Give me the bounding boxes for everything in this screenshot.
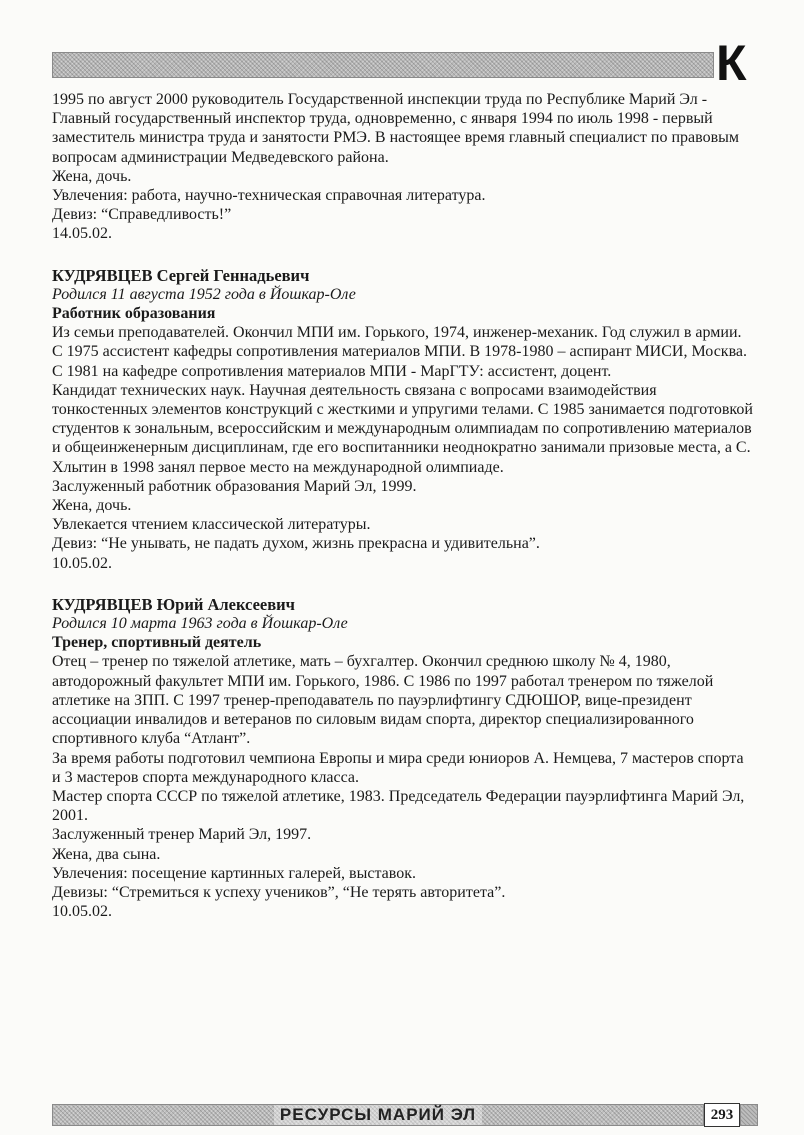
page-content — [52, 90, 756, 921]
entry-paragraph: Из семьи преподавателей. Окончил МПИ им. Горького, 1974, инженер-механик. Год служил в армии. С 1975 ассистент кафедры сопротивления материалов МПИ. В 1978-1980 – аспирант МИСИ, Москва. С 1981 на кафедре сопротивления материалов МПИ - МарГТУ: ассистент, доцент. — [52, 324, 748, 380]
intro-family: Жена, дочь. — [52, 167, 132, 185]
entry-name: КУДРЯВЦЕВ Юрий Алексеевич — [52, 594, 295, 614]
entry-kudryavtsev-sergey — [52, 266, 756, 573]
entry-birth: Родился 10 марта 1963 года в Йошкар-Оле — [52, 615, 348, 633]
entry-kudryavtsev-yuriy — [52, 595, 756, 921]
entry-paragraph: Отец – тренер по тяжелой атлетике, мать – бухгалтер. Окончил среднюю школу № 4, 1980, автодорожный факультет МПИ им. Горького, 1986. С 1986 по 1997 работал тренером по тяжелой атлетике на ЗПП. С 1997 тренер-преподаватель по пауэрлифтингу СДЮШОР, вице-президент ассоциации инвалидов и ветеранов по силовым видам спорта, директор специализированного спортивного клуба “Атлант”. — [52, 653, 714, 748]
entry-name: КУДРЯВЦЕВ Сергей Геннадьевич — [52, 265, 310, 285]
entry-paragraph: Увлекается чтением классической литературы. — [52, 516, 371, 534]
page-number: 293 — [704, 1103, 740, 1127]
entry-paragraph: За время работы подготовил чемпиона Европы и мира среди юниоров А. Немцева, 7 мастеров спорта и 3 мастеров спорта международного класса. — [52, 749, 744, 786]
section-letter: К — [716, 35, 747, 91]
intro-paragraph: 1995 по август 2000 руководитель Государственной инспекции труда по Республике Марий Эл - Главный государственный инспектор труда, одновременно, с января 1994 по июль 1998 - первый заместитель министра труда и занятости РМЭ. В настоящее время главный специалист по правовым вопросам администрации Медведевского района. — [52, 91, 739, 166]
footer-decorative-tail — [740, 1104, 758, 1126]
entry-role: Работник образования — [52, 305, 216, 323]
entry-paragraph: Жена, два сына. — [52, 845, 161, 863]
footer-bar — [52, 1104, 704, 1126]
entry-paragraph: Девиз: “Не унывать, не падать духом, жизнь прекрасна и удивительна”. — [52, 535, 540, 553]
intro-hobbies: Увлечения: работа, научно-техническая справочная литература. — [52, 187, 486, 205]
entry-paragraph: Заслуженный тренер Марий Эл, 1997. — [52, 826, 312, 844]
entry-paragraph: Мастер спорта СССР по тяжелой атлетике, 1983. Председатель Федерации пауэрлифтинга Марий Эл, 2001. — [52, 787, 745, 825]
footer-title: РЕСУРСЫ МАРИЙ ЭЛ — [274, 1105, 482, 1125]
entry-paragraph: Жена, дочь. — [52, 497, 132, 515]
entry-role: Тренер, спортивный деятель — [52, 634, 262, 652]
intro-motto: Девиз: “Справедливость!” — [52, 206, 232, 224]
entry-birth: Родился 11 августа 1952 года в Йошкар-Оле — [52, 285, 356, 303]
entry-paragraph: Увлечения: посещение картинных галерей, выставок. — [52, 864, 416, 882]
entry-paragraph: Заслуженный работник образования Марий Эл, 1999. — [52, 477, 417, 495]
entry-date: 10.05.02. — [52, 554, 112, 572]
entry-paragraph: Кандидат технических наук. Научная деятельность связана с вопросами взаимодействия тонкостенных элементов конструкций с жесткими и упругими телами. С 1985 занимается подготовкой студентов к зональным, всероссийским и международным олимпиадам по сопротивлению материалов и общеинженерным дисциплинам, где его воспитанники неоднократно занимали призовые места, а С. Хлытин в 1998 занял первое место на международной олимпиаде. — [52, 381, 753, 476]
intro-date: 14.05.02. — [52, 225, 112, 243]
entry-paragraph: Девизы: “Стремиться к успеху учеников”, “Не терять авторитета”. — [52, 883, 506, 901]
entry-date: 10.05.02. — [52, 903, 112, 921]
header-decorative-bar — [52, 52, 714, 78]
